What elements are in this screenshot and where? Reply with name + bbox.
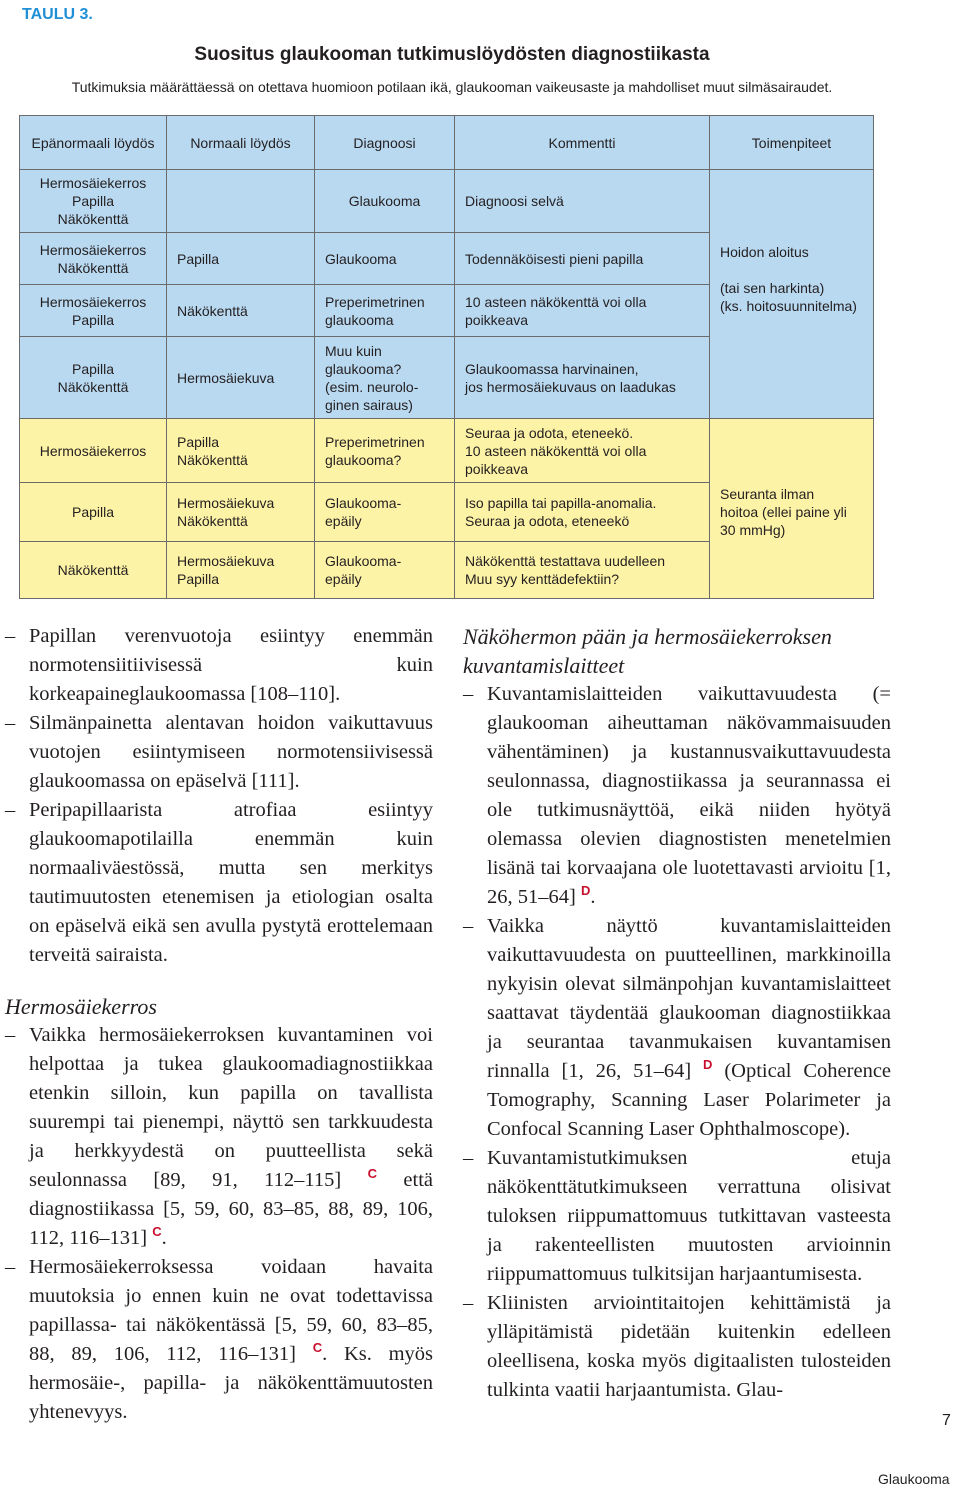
cell-comment: Iso papilla tai papilla-anomalia. Seuraa ja odota, eteneekö xyxy=(455,483,710,542)
cell-actions-followup: Seuranta ilman hoitoa (ellei paine yli 30 mmHg) xyxy=(710,483,874,542)
cell-diagnosis: Glaukooma xyxy=(315,170,455,233)
cell-comment: Seuraa ja odota, eteneekö. 10 asteen näkökenttä voi olla poikkeava xyxy=(455,419,710,483)
cell-comment: Näkökenttä testattava uudelleen Muu syy kenttädefektiin? xyxy=(455,542,710,599)
list-item: – Kuvantamislaitteiden vaikuttavuudesta (= glaukooman aiheuttaman näkövammaisuuden vähentäminen) ja kustannusvaikuttavuudesta seulonnassa, diagnostiikassa ja seurannassa ei ole tutkimusnäyttöä, eikä niiden hyötyä olemassa olevien diagnostisten menetelmien lisänä tai korvaajana ole luotettavasti arvioitu [1, 26, 51–64] $^D$. xyxy=(463,683,891,908)
cell-abnormal: Näkökenttä xyxy=(20,542,167,599)
grade-letter: D xyxy=(703,1057,713,1073)
cell-diagnosis: Glaukooma xyxy=(315,233,455,285)
list-item: – Vaikka näyttö kuvantamislaitteiden vaikuttavuudesta on puutteellinen, markkinoilla nykyisin olevat silmänpohjan kuvantamislaitteet saattavat täydentää glaukooman diagnostiikkaa ja seurantaa tavanmukaisen kuvantamisen rinnalla [1, 26, 51–64] $^D$ (Optical Coherence Tomography, Scanning Laser Polarimeter ja Confocal Scanning Laser Ophthalmoscope). xyxy=(463,915,892,1140)
grade-letter: D xyxy=(580,883,591,899)
header-abnormal: Epänormaali löydös xyxy=(20,116,167,170)
cell-diagnosis: Preperimetrinen glaukooma xyxy=(315,285,455,337)
left-column xyxy=(5,622,433,1427)
cell-normal xyxy=(167,170,315,233)
cell-abnormal: Hermosäiekerros Papilla Näkökenttä xyxy=(20,170,167,233)
grade-letter: C xyxy=(367,1166,378,1182)
cell-normal: Papilla xyxy=(167,233,315,285)
cell-normal: Papilla Näkökenttä xyxy=(167,419,315,483)
cell-diagnosis: Glaukooma- epäily xyxy=(315,483,455,542)
list-item: – Papillan verenvuotoja esiintyy enemmän normotensiitiivisessä kuin korkeapaineglaukoomassa [108–110]. xyxy=(5,625,433,705)
table-row xyxy=(20,542,874,599)
list-item: – Kliinisten arviointitaitojen kehittämistä ja ylläpitämistä pidetään kuitenkin edelleen oleellisena, koska myös digitaalisten tulosteiden tulkinta vaatii harjaantumista. Glau- xyxy=(463,1292,891,1401)
cell-abnormal: Hermosäiekerros Näkökenttä xyxy=(20,233,167,285)
cell-normal: Näkökenttä xyxy=(167,285,315,337)
list-item: – Silmänpainetta alentavan hoidon vaikuttavuus vuotojen esiintymiseen normotensiivisessä glaukoomassa on epäselvä [111]. xyxy=(5,712,433,792)
cell-action-empty xyxy=(710,542,874,599)
table-title: Suositus glaukooman tutkimuslöydösten diagnostiikasta xyxy=(194,44,710,65)
header-diagnosis: Diagnoosi xyxy=(315,116,455,170)
table-subtitle: Tutkimuksia määrättäessä on otettava huomioon potilaan ikä, glaukooman vaikeusaste ja mahdolliset muut silmäsairaudet. xyxy=(71,79,833,95)
page-number: 7 xyxy=(942,1412,951,1429)
grade-letter: C xyxy=(152,1224,162,1240)
section-heading: Hermosäiekerros xyxy=(5,994,157,1019)
cell-diagnosis: Muu kuin glaukooma? (esim. neurolo- ginen sairaus) xyxy=(315,337,455,419)
cell-diagnosis: Glaukooma- epäily xyxy=(315,542,455,599)
header-normal: Normaali löydös xyxy=(167,116,315,170)
cell-normal: Hermosäiekuva Papilla xyxy=(167,542,315,599)
table-row xyxy=(20,483,874,542)
list-item: – Kuvantamistutkimuksen etuja näkökenttätutkimukseen verrattuna olisivat tuloksen riippumattomuus tutkittavan vasteesta ja rakenteellisten muutosten arvioinnin riippumattomuus tulkitsijan harjaantumisesta. xyxy=(463,1147,891,1285)
cell-abnormal: Papilla Näkökenttä xyxy=(20,337,167,419)
cell-actions-treatment: Hoidon aloitus (tai sen harkinta) (ks. hoitosuunnitelma) xyxy=(710,233,874,419)
cell-action-empty xyxy=(710,170,874,233)
header-row xyxy=(20,116,874,170)
cell-abnormal: Hermosäiekerros Papilla xyxy=(20,285,167,337)
diagnostics-table xyxy=(19,115,874,599)
cell-comment: Glaukoomassa harvinainen, jos hermosäiekuvaus on laadukas xyxy=(455,337,710,419)
cell-normal: Hermosäiekuva Näkökenttä xyxy=(167,483,315,542)
cell-abnormal: Hermosäiekerros xyxy=(20,419,167,483)
running-footer: Glaukooma xyxy=(878,1471,950,1487)
cell-comment: Todennäköisesti pieni papilla xyxy=(455,233,710,285)
cell-abnormal: Papilla xyxy=(20,483,167,542)
table-label: TAULU 3. xyxy=(22,6,93,23)
cell-comment: Diagnoosi selvä xyxy=(455,170,710,233)
section-heading: Näköhermon pään ja hermosäiekerroksen kuvantamislaitteet xyxy=(463,624,832,678)
cell-normal: Hermosäiekuva xyxy=(167,337,315,419)
list-item: – Peripapillaarista atrofiaa esiintyy glaukoomapotilailla enemmän kuin normaaliväestössä, mutta sen merkitys tautimuutosten etenemisen ja etiologian osalta on epäselvä eikä sen avulla pystytä erottelemaan terveitä sairaista. xyxy=(5,799,433,966)
cell-comment: 10 asteen näkökenttä voi olla poikkeava xyxy=(455,285,710,337)
grade-letter: C xyxy=(312,1340,323,1356)
table-row xyxy=(20,233,874,285)
right-column xyxy=(463,622,891,1405)
list-item: – Vaikka hermosäiekerroksen kuvantaminen voi helpottaa ja tukea glaukoomadiagnostiikkaa etenkin silloin, kun papilla on tavallista suurempi tai pienempi, näyttö sen tarkkuudesta ja herkkyydestä on puutteellista sekä seulonnassa [89, 91, 112–115] $^C$ että diagnostiikassa [5, 59, 60, 83–85, 88, 89, 106, 112, 116–131] $^C$. xyxy=(5,1024,433,1249)
header-actions: Toimenpiteet xyxy=(710,116,874,170)
table-row xyxy=(20,419,874,483)
cell-action-empty xyxy=(710,419,874,483)
list-item: – Hermosäiekerroksessa voidaan havaita muutoksia jo ennen kuin ne ovat todettavissa papillassa- tai näkökentässä [5, 59, 60, 83–85, 88, 89, 106, 112, 116–131] $^C$. Ks. myös hermosäie-, papilla- ja näkökenttämuutosten yhtenevyys. xyxy=(5,1256,434,1423)
header-comment: Kommentti xyxy=(455,116,710,170)
cell-diagnosis: Preperimetrinen glaukooma? xyxy=(315,419,455,483)
table-row xyxy=(20,170,874,233)
